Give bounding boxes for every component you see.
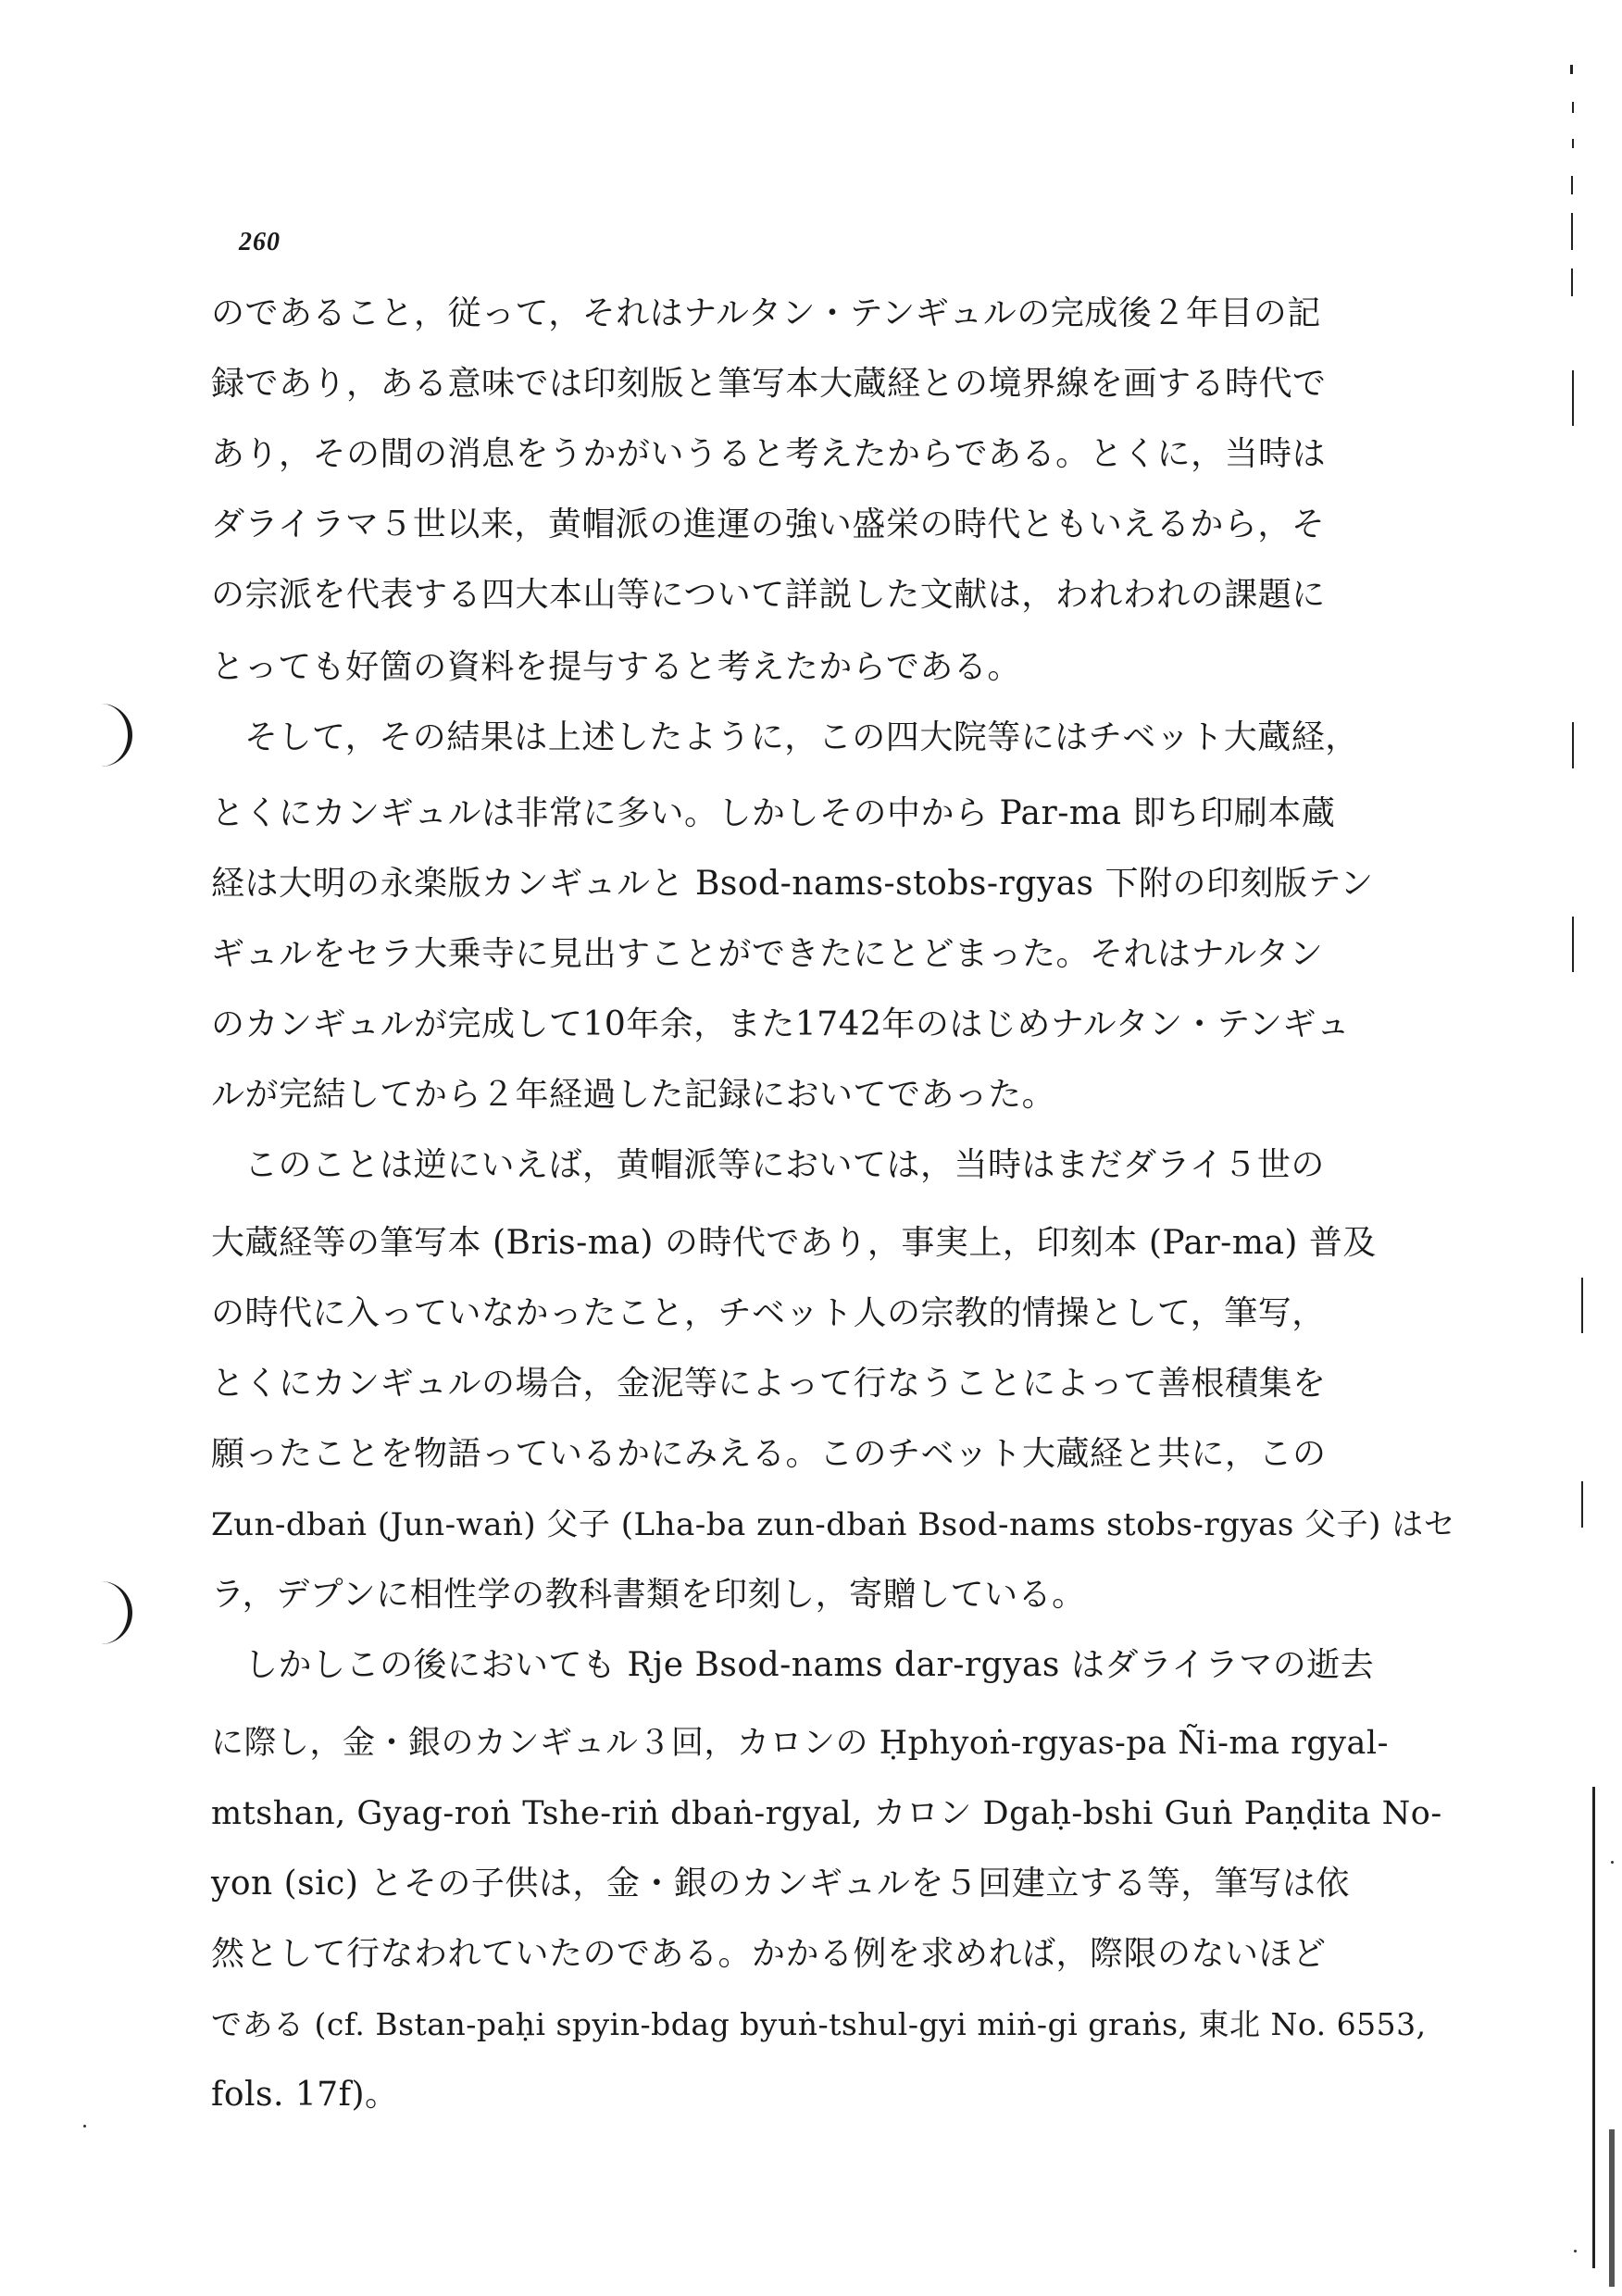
text-line: とっても好箇の資料を提与すると考えたからである。 <box>211 648 1021 686</box>
scan-dust <box>83 2125 86 2128</box>
text-line: あり，その間の消息をうかがいうると考えたからである。とくに，当時は <box>211 435 1327 473</box>
text-line: 経は大明の永楽版カンギュルと Bsod-nams-stobs-rgyas 下附の印刻版テン <box>211 865 1374 903</box>
text-line: である (cf. Bstan-paḥi spyin-bdag byuṅ-tshul-gyi miṅ-gi graṅs, 東北 No. 6553, <box>211 2006 1427 2042</box>
scan-artifact <box>1571 268 1573 296</box>
text-line: yon (sic) とその子供は，金・銀のカンギュルを５回建立する等，筆写は依 <box>211 1865 1350 1903</box>
text-line: しかしこの後においても Rje Bsod-nams dar-rgyas はダライラマの逝去 <box>244 1646 1375 1684</box>
scan-artifact <box>1571 213 1573 250</box>
scan-artifact <box>1570 65 1573 74</box>
text-line: Zun-dbaṅ (Jun-waṅ) 父子 (Lha-ba zun-dbaṅ Bsod-nams stobs-rgyas 父子) はセ <box>211 1506 1456 1543</box>
text-line: ギュルをセラ大乗寺に見出すことができたにとどまった。それはナルタン <box>211 935 1324 973</box>
scan-artifact <box>1609 2129 1615 2287</box>
scan-artifact <box>1572 722 1574 768</box>
text-line: の時代に入っていなかったこと，チベット人の宗教的情操として，筆写， <box>211 1294 1326 1332</box>
text-line: mtshan, Gyag-roṅ Tshe-riṅ dbaṅ-rgyal, カロン Dgaḥ-bshi Guṅ Paṇḍita No- <box>211 1795 1442 1832</box>
text-line: このことは逆にいえば，黄帽派等においては，当時はまだダライ５世の <box>244 1146 1325 1184</box>
scan-artifact <box>1581 1278 1583 1333</box>
text-line: とくにカンギュルは非常に多い。しかしその中から Par-ma 即ち印刷本蔵 <box>211 794 1336 832</box>
scan-artifact <box>1592 1787 1595 2268</box>
text-line: のであること，従って，それはナルタン・テンギュルの完成後２年目の記 <box>211 294 1321 332</box>
text-line: に際し，金・銀のカンギュル３回，カロンの Ḥphyoṅ-rgyas-pa Ñi-ma rgyal- <box>211 1725 1389 1762</box>
scan-artifact <box>1572 370 1574 426</box>
scan-dust <box>1574 2250 1577 2252</box>
text-line: 然として行なわれていたのである。かかる例を求めれば，際限のないほど <box>211 1935 1327 1973</box>
page-number: 260 <box>239 228 281 256</box>
text-line: ラ，デプンに相性学の教科書類を印刻し，寄贈している。 <box>211 1576 1086 1614</box>
scan-artifact <box>1571 176 1573 194</box>
text-line: ダライラマ５世以来，黄帽派の進運の強い盛栄の時代ともいえるから，そ <box>211 505 1326 543</box>
text-line: fols. 17f)。 <box>211 2076 399 2114</box>
binder-hole-mark <box>100 704 132 767</box>
text-line: とくにカンギュルの場合，金泥等によって行なうことによって善根積集を <box>211 1365 1327 1403</box>
text-line: 大蔵経等の筆写本 (Bris-ma) の時代であり，事実上，印刻本 (Par-ma) 普及 <box>211 1224 1377 1262</box>
text-line: 願ったことを物語っているかにみえる。このチベット大蔵経と共に，この <box>211 1435 1327 1473</box>
scan-dust <box>1611 1861 1614 1864</box>
scan-artifact <box>1581 1481 1583 1528</box>
scan-artifact <box>1572 917 1574 972</box>
text-line: のカンギュルが完成して10年余，また1742年のはじめナルタン・テンギュ <box>211 1005 1351 1043</box>
text-line: そして，その結果は上述したように，この四大院等にはチベット大蔵経， <box>244 718 1359 756</box>
scan-artifact <box>1572 102 1574 113</box>
text-line: 録であり，ある意味では印刻版と筆写本大蔵経との境界線を画する時代で <box>211 365 1327 403</box>
binder-hole-mark <box>100 1581 132 1644</box>
text-line: ルが完結してから２年経過した記録においてであった。 <box>211 1076 1056 1114</box>
text-line: の宗派を代表する四大本山等について詳説した文献は，われわれの課題に <box>211 576 1326 614</box>
scan-artifact <box>1572 139 1574 148</box>
